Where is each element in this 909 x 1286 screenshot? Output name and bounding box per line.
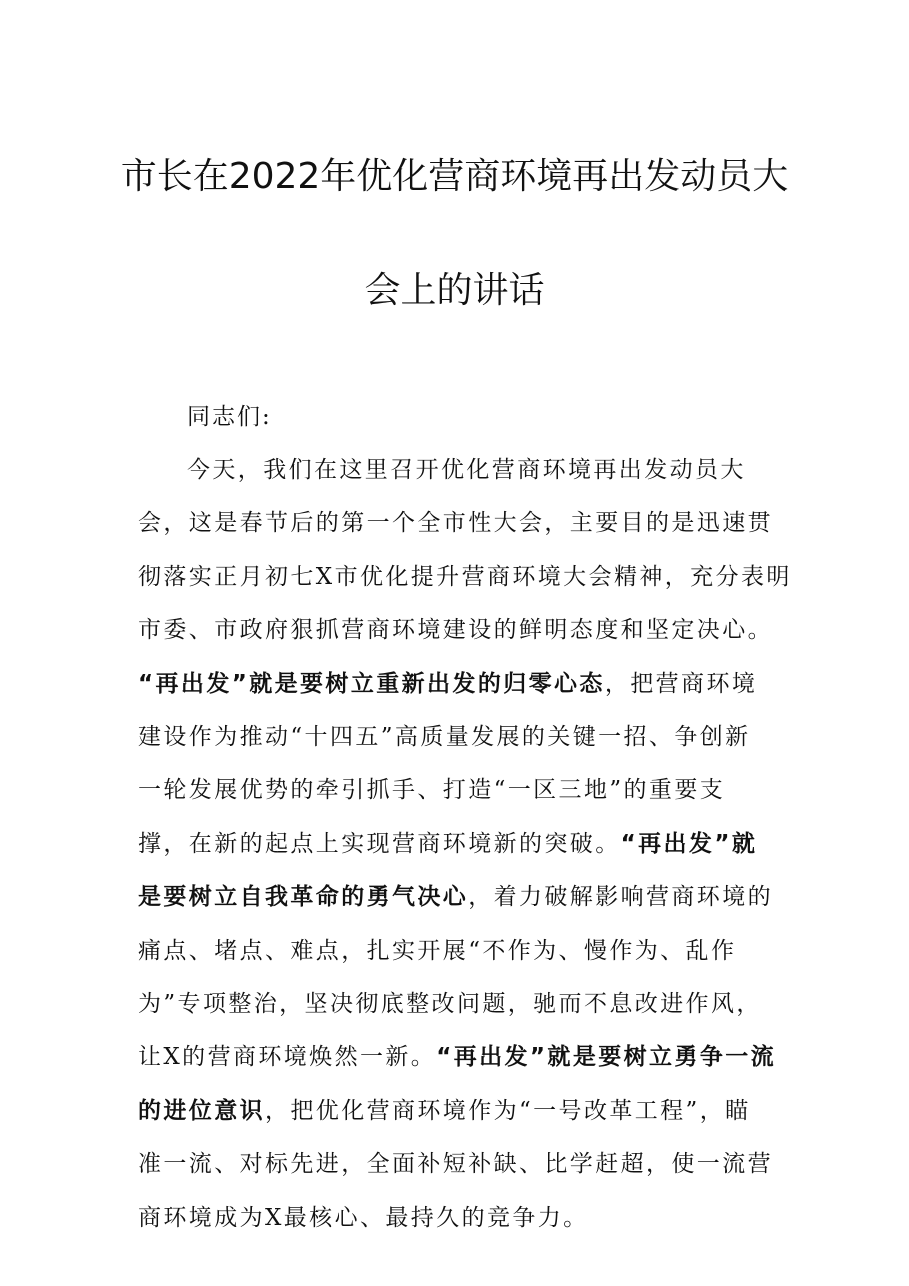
body-text: 为”专项整治，坚决彻底整改问题，驰而不息改进作风， — [138, 991, 762, 1017]
bold-text: 的进位意识 — [138, 1097, 265, 1124]
paragraph-line — [138, 1096, 751, 1126]
paragraph-line — [138, 562, 792, 592]
bold-text: “再出发”就 — [620, 830, 758, 857]
title-line-2: 会上的讲话 — [364, 270, 545, 311]
paragraph-line — [138, 508, 773, 538]
body-text: 准一流、对标先进，全面补短补缺、比学赶超，使一流营 — [138, 1151, 773, 1178]
bold-text: 是要树立自我革命的勇气决心 — [138, 884, 469, 911]
paragraph-line — [138, 1042, 776, 1072]
body-text: ，把优化营商环境作为“一号改革工程”，瞄 — [265, 1097, 751, 1124]
paragraph-line — [138, 615, 773, 645]
body-text: ，把营商环境 — [604, 670, 758, 697]
paragraph-line — [138, 989, 762, 1019]
body-text: ，着力破解影响营商环境的 — [468, 884, 774, 911]
paragraph-line — [138, 829, 757, 859]
salutation: 同志们: — [187, 404, 272, 430]
paragraph-line — [138, 722, 751, 752]
paragraph-line — [187, 455, 746, 485]
body-text: 彻落实正月初七X市优化提升营商环境大会精神，充分表明 — [138, 563, 792, 590]
body-text: 让X的营商环境焕然一新。 — [138, 1044, 437, 1071]
paragraph-line — [138, 1149, 773, 1179]
body-text: 今天，我们在这里召开优化营商环境再出发动员大 — [187, 457, 746, 483]
body-text: 痛点、堵点、难点，扎实开展“不作为、慢作为、乱作 — [138, 937, 737, 964]
body-text: 会，这是春节后的第一个全市性大会，主要目的是迅速贯 — [138, 510, 773, 537]
body-text: 市委、市政府狠抓营商环境建设的鲜明态度和坚定决心。 — [138, 617, 773, 644]
body-text: 商环境成为X最核心、最持久的竞争力。 — [138, 1204, 589, 1231]
paragraph-line — [138, 669, 757, 699]
body-text: 建设作为推动“十四五”高质量发展的关键一招、争创新 — [138, 724, 751, 750]
bold-text: “再出发”就是要树立重新出发的归零心态 — [138, 670, 605, 697]
title-line-1: 市长在2022年优化营商环境再出发动员大 — [120, 156, 789, 197]
paragraph-line — [138, 775, 725, 805]
paragraph-line — [138, 1203, 589, 1233]
bold-text: “再出发”就是要树立勇争一流 — [436, 1044, 777, 1071]
body-text: 一轮发展优势的牵引抓手、打造“一区三地”的重要支 — [138, 777, 726, 804]
body-text: 撑，在新的起点上实现营商环境新的突破。 — [138, 830, 621, 857]
paragraph-line — [138, 936, 736, 966]
paragraph-line — [138, 882, 773, 912]
